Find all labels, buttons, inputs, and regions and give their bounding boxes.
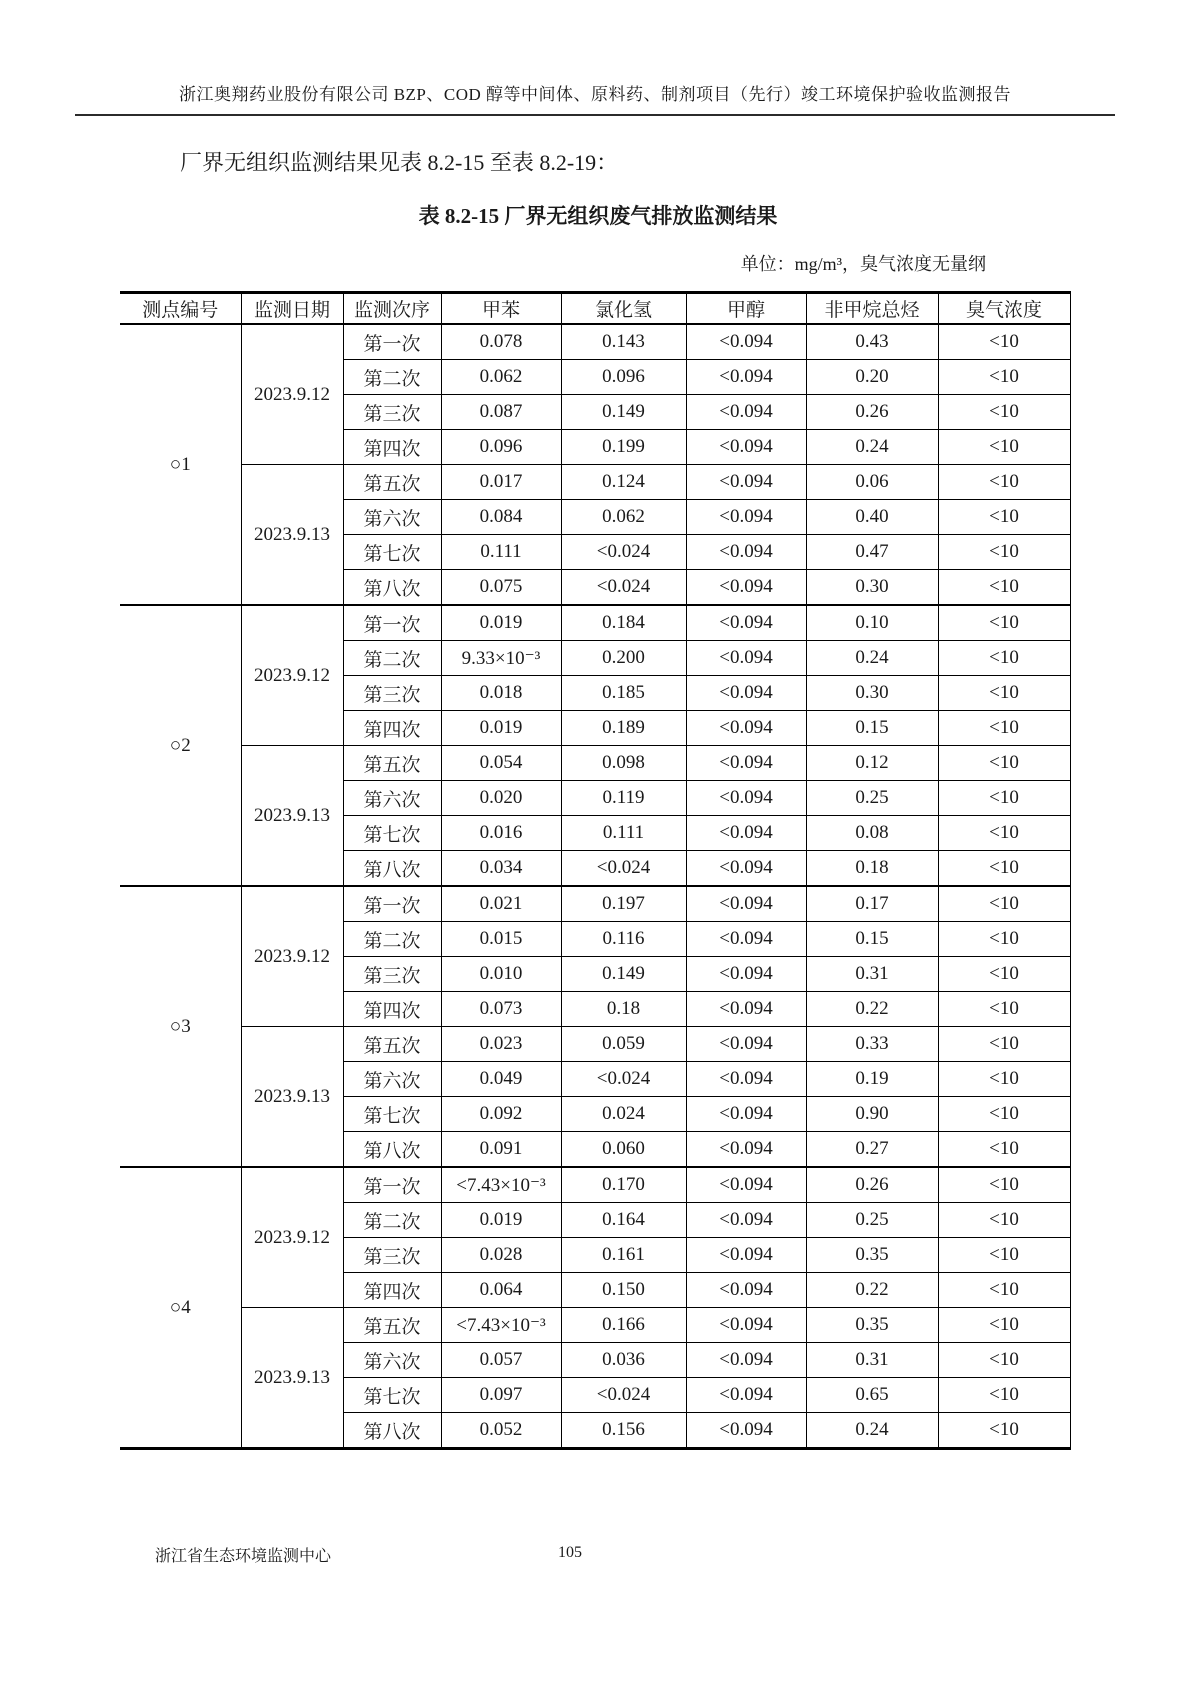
value-cell: <10	[938, 1062, 1070, 1097]
value-cell: 0.18	[561, 992, 686, 1027]
value-cell: <0.024	[561, 1378, 686, 1413]
value-cell: <0.094	[686, 1378, 806, 1413]
value-cell: <0.094	[686, 676, 806, 711]
value-cell: 0.021	[441, 886, 561, 922]
sequence-cell: 第四次	[343, 992, 441, 1027]
value-cell: 0.019	[441, 711, 561, 746]
header-row	[120, 293, 1070, 325]
header-cell-nmhc: 非甲烷总烃	[806, 293, 938, 325]
sequence-cell: 第一次	[343, 324, 441, 360]
value-cell: 0.31	[806, 1343, 938, 1378]
value-cell: 0.200	[561, 641, 686, 676]
value-cell: 0.078	[441, 324, 561, 360]
value-cell: 0.08	[806, 816, 938, 851]
sequence-cell: 第二次	[343, 360, 441, 395]
value-cell: 0.010	[441, 957, 561, 992]
sequence-cell: 第五次	[343, 465, 441, 500]
value-cell: <0.094	[686, 922, 806, 957]
value-cell: 0.20	[806, 360, 938, 395]
value-cell: 0.166	[561, 1308, 686, 1343]
value-cell: 0.65	[806, 1378, 938, 1413]
date-cell: 2023.9.12	[241, 605, 343, 746]
table-row	[120, 605, 1070, 641]
value-cell: 0.15	[806, 922, 938, 957]
sequence-cell: 第七次	[343, 1378, 441, 1413]
value-cell: 0.18	[806, 851, 938, 887]
date-cell: 2023.9.13	[241, 1308, 343, 1449]
value-cell: <10	[938, 465, 1070, 500]
value-cell: <0.024	[561, 851, 686, 887]
value-cell: <10	[938, 676, 1070, 711]
value-cell: <0.094	[686, 1238, 806, 1273]
value-cell: 0.35	[806, 1308, 938, 1343]
sequence-cell: 第三次	[343, 957, 441, 992]
value-cell: 0.25	[806, 1203, 938, 1238]
sequence-cell: 第三次	[343, 1238, 441, 1273]
value-cell: 0.064	[441, 1273, 561, 1308]
value-cell: <10	[938, 395, 1070, 430]
sequence-cell: 第六次	[343, 1343, 441, 1378]
value-cell: <10	[938, 957, 1070, 992]
value-cell: 0.052	[441, 1413, 561, 1449]
point-cell: ○1	[120, 324, 241, 605]
table-row	[120, 1167, 1070, 1203]
sequence-cell: 第八次	[343, 570, 441, 606]
value-cell: 0.27	[806, 1132, 938, 1168]
sequence-cell: 第七次	[343, 816, 441, 851]
value-cell: 0.073	[441, 992, 561, 1027]
table-row	[120, 324, 1070, 360]
value-cell: <10	[938, 1097, 1070, 1132]
value-cell: <10	[938, 992, 1070, 1027]
value-cell: 0.018	[441, 676, 561, 711]
value-cell: <10	[938, 1343, 1070, 1378]
date-cell: 2023.9.12	[241, 1167, 343, 1308]
value-cell: <10	[938, 535, 1070, 570]
value-cell: <10	[938, 1203, 1070, 1238]
value-cell: <0.094	[686, 851, 806, 887]
value-cell: <10	[938, 781, 1070, 816]
value-cell: 0.062	[441, 360, 561, 395]
value-cell: <10	[938, 851, 1070, 887]
sequence-cell: 第一次	[343, 1167, 441, 1203]
value-cell: 0.149	[561, 395, 686, 430]
date-cell: 2023.9.12	[241, 324, 343, 465]
sequence-cell: 第一次	[343, 886, 441, 922]
sequence-cell: 第二次	[343, 1203, 441, 1238]
sequence-cell: 第五次	[343, 1308, 441, 1343]
value-cell: 0.111	[441, 535, 561, 570]
value-cell: 0.26	[806, 1167, 938, 1203]
value-cell: <10	[938, 1413, 1070, 1449]
value-cell: 0.143	[561, 324, 686, 360]
value-cell: 0.156	[561, 1413, 686, 1449]
table-body	[120, 324, 1070, 1449]
value-cell: <10	[938, 1132, 1070, 1168]
value-cell: 0.016	[441, 816, 561, 851]
sequence-cell: 第二次	[343, 641, 441, 676]
value-cell: <0.094	[686, 1027, 806, 1062]
sequence-cell: 第六次	[343, 1062, 441, 1097]
sequence-cell: 第四次	[343, 1273, 441, 1308]
value-cell: 0.30	[806, 676, 938, 711]
value-cell: <10	[938, 1027, 1070, 1062]
value-cell: 0.116	[561, 922, 686, 957]
sequence-cell: 第七次	[343, 535, 441, 570]
sequence-cell: 第六次	[343, 781, 441, 816]
table-row	[120, 465, 1070, 500]
value-cell: 0.060	[561, 1132, 686, 1168]
value-cell: <0.094	[686, 746, 806, 781]
value-cell: 0.15	[806, 711, 938, 746]
value-cell: 0.10	[806, 605, 938, 641]
value-cell: <0.094	[686, 641, 806, 676]
value-cell: <10	[938, 1273, 1070, 1308]
value-cell: <7.43×10⁻³	[441, 1167, 561, 1203]
value-cell: <0.094	[686, 395, 806, 430]
date-cell: 2023.9.13	[241, 746, 343, 887]
value-cell: 0.06	[806, 465, 938, 500]
date-cell: 2023.9.12	[241, 886, 343, 1027]
value-cell: <0.094	[686, 465, 806, 500]
value-cell: <0.094	[686, 781, 806, 816]
value-cell: 0.097	[441, 1378, 561, 1413]
header-cell-toluene: 甲苯	[441, 293, 561, 325]
value-cell: 0.062	[561, 500, 686, 535]
value-cell: 0.150	[561, 1273, 686, 1308]
value-cell: 0.034	[441, 851, 561, 887]
value-cell: <0.094	[686, 957, 806, 992]
table-row	[120, 746, 1070, 781]
value-cell: 0.087	[441, 395, 561, 430]
value-cell: <0.094	[686, 1097, 806, 1132]
value-cell: 0.015	[441, 922, 561, 957]
value-cell: <10	[938, 641, 1070, 676]
value-cell: 9.33×10⁻³	[441, 641, 561, 676]
intro-paragraph: 厂界无组织监测结果见表 8.2-15 至表 8.2-19：	[180, 150, 619, 175]
sequence-cell: 第四次	[343, 430, 441, 465]
value-cell: <0.094	[686, 1203, 806, 1238]
value-cell: <10	[938, 746, 1070, 781]
monitoring-table-container	[120, 291, 1072, 1450]
value-cell: <0.094	[686, 324, 806, 360]
value-cell: <10	[938, 886, 1070, 922]
sequence-cell: 第二次	[343, 922, 441, 957]
sequence-cell: 第七次	[343, 1097, 441, 1132]
value-cell: 0.019	[441, 1203, 561, 1238]
sequence-cell: 第一次	[343, 605, 441, 641]
sequence-cell: 第八次	[343, 1413, 441, 1449]
sequence-cell: 第四次	[343, 711, 441, 746]
value-cell: 0.30	[806, 570, 938, 606]
date-cell: 2023.9.13	[241, 1027, 343, 1168]
value-cell: <0.094	[686, 1062, 806, 1097]
table-title: 表 8.2-15 厂界无组织废气排放监测结果	[418, 204, 778, 228]
value-cell: 0.199	[561, 430, 686, 465]
monitoring-table	[120, 291, 1071, 1450]
table-row	[120, 1308, 1070, 1343]
value-cell: <0.094	[686, 1343, 806, 1378]
value-cell: 0.189	[561, 711, 686, 746]
header-divider	[75, 114, 1115, 116]
sequence-cell: 第八次	[343, 851, 441, 887]
value-cell: <0.024	[561, 535, 686, 570]
value-cell: 0.020	[441, 781, 561, 816]
value-cell: 0.084	[441, 500, 561, 535]
value-cell: 0.90	[806, 1097, 938, 1132]
value-cell: <0.094	[686, 992, 806, 1027]
value-cell: <10	[938, 360, 1070, 395]
header-cell-date: 监测日期	[241, 293, 343, 325]
point-cell: ○2	[120, 605, 241, 886]
value-cell: 0.12	[806, 746, 938, 781]
value-cell: 0.054	[441, 746, 561, 781]
value-cell: <10	[938, 816, 1070, 851]
value-cell: <10	[938, 922, 1070, 957]
value-cell: 0.22	[806, 1273, 938, 1308]
value-cell: 0.197	[561, 886, 686, 922]
value-cell: 0.119	[561, 781, 686, 816]
sequence-cell: 第三次	[343, 395, 441, 430]
value-cell: 0.036	[561, 1343, 686, 1378]
value-cell: <10	[938, 711, 1070, 746]
value-cell: 0.33	[806, 1027, 938, 1062]
value-cell: 0.185	[561, 676, 686, 711]
value-cell: 0.096	[561, 360, 686, 395]
value-cell: 0.24	[806, 641, 938, 676]
point-cell: ○4	[120, 1167, 241, 1449]
point-cell: ○3	[120, 886, 241, 1167]
value-cell: <0.024	[561, 570, 686, 606]
value-cell: 0.43	[806, 324, 938, 360]
value-cell: <0.094	[686, 1273, 806, 1308]
value-cell: <10	[938, 570, 1070, 606]
value-cell: 0.024	[561, 1097, 686, 1132]
value-cell: 0.161	[561, 1238, 686, 1273]
sequence-cell: 第五次	[343, 746, 441, 781]
value-cell: 0.028	[441, 1238, 561, 1273]
value-cell: 0.075	[441, 570, 561, 606]
value-cell: 0.149	[561, 957, 686, 992]
value-cell: <10	[938, 1378, 1070, 1413]
value-cell: 0.098	[561, 746, 686, 781]
value-cell: <10	[938, 1238, 1070, 1273]
value-cell: 0.111	[561, 816, 686, 851]
value-cell: <0.094	[686, 711, 806, 746]
value-cell: <0.094	[686, 1308, 806, 1343]
value-cell: <0.094	[686, 1413, 806, 1449]
header-cell-sequence: 监测次序	[343, 293, 441, 325]
value-cell: 0.25	[806, 781, 938, 816]
value-cell: 0.47	[806, 535, 938, 570]
value-cell: 0.35	[806, 1238, 938, 1273]
value-cell: 0.24	[806, 430, 938, 465]
value-cell: <0.094	[686, 500, 806, 535]
value-cell: 0.24	[806, 1413, 938, 1449]
table-row	[120, 1027, 1070, 1062]
value-cell: 0.092	[441, 1097, 561, 1132]
sequence-cell: 第五次	[343, 1027, 441, 1062]
value-cell: 0.40	[806, 500, 938, 535]
unit-note: 单位：mg/m³，臭气浓度无量纲	[740, 254, 986, 274]
value-cell: <0.094	[686, 570, 806, 606]
header-cell-odor: 臭气浓度	[938, 293, 1070, 325]
value-cell: 0.184	[561, 605, 686, 641]
value-cell: <0.094	[686, 816, 806, 851]
value-cell: 0.019	[441, 605, 561, 641]
page-number: 105	[558, 1544, 582, 1561]
value-cell: 0.091	[441, 1132, 561, 1168]
header-cell-hcl: 氯化氢	[561, 293, 686, 325]
value-cell: 0.049	[441, 1062, 561, 1097]
value-cell: <0.094	[686, 886, 806, 922]
date-cell: 2023.9.13	[241, 465, 343, 606]
value-cell: <0.094	[686, 1167, 806, 1203]
header-cell-methanol: 甲醇	[686, 293, 806, 325]
value-cell: 0.164	[561, 1203, 686, 1238]
value-cell: 0.124	[561, 465, 686, 500]
value-cell: 0.017	[441, 465, 561, 500]
value-cell: 0.22	[806, 992, 938, 1027]
value-cell: <10	[938, 500, 1070, 535]
value-cell: <0.094	[686, 360, 806, 395]
footer-organization: 浙江省生态环境监测中心	[155, 1548, 332, 1565]
value-cell: 0.023	[441, 1027, 561, 1062]
value-cell: <0.094	[686, 535, 806, 570]
sequence-cell: 第六次	[343, 500, 441, 535]
value-cell: 0.170	[561, 1167, 686, 1203]
value-cell: <7.43×10⁻³	[441, 1308, 561, 1343]
table-row	[120, 886, 1070, 922]
value-cell: 0.096	[441, 430, 561, 465]
value-cell: 0.059	[561, 1027, 686, 1062]
value-cell: <10	[938, 324, 1070, 360]
report-header: 浙江奥翔药业股份有限公司 BZP、COD 醇等中间体、原料药、制剂项目（先行）竣工环境保护验收监测报告	[178, 85, 1012, 104]
header-cell-point: 测点编号	[120, 293, 241, 325]
value-cell: <10	[938, 430, 1070, 465]
value-cell: <0.094	[686, 1132, 806, 1168]
value-cell: <10	[938, 605, 1070, 641]
value-cell: <10	[938, 1308, 1070, 1343]
value-cell: <0.094	[686, 430, 806, 465]
value-cell: 0.26	[806, 395, 938, 430]
value-cell: 0.17	[806, 886, 938, 922]
value-cell: <10	[938, 1167, 1070, 1203]
value-cell: 0.057	[441, 1343, 561, 1378]
sequence-cell: 第八次	[343, 1132, 441, 1168]
value-cell: <0.024	[561, 1062, 686, 1097]
value-cell: <0.094	[686, 605, 806, 641]
value-cell: 0.19	[806, 1062, 938, 1097]
value-cell: 0.31	[806, 957, 938, 992]
sequence-cell: 第三次	[343, 676, 441, 711]
